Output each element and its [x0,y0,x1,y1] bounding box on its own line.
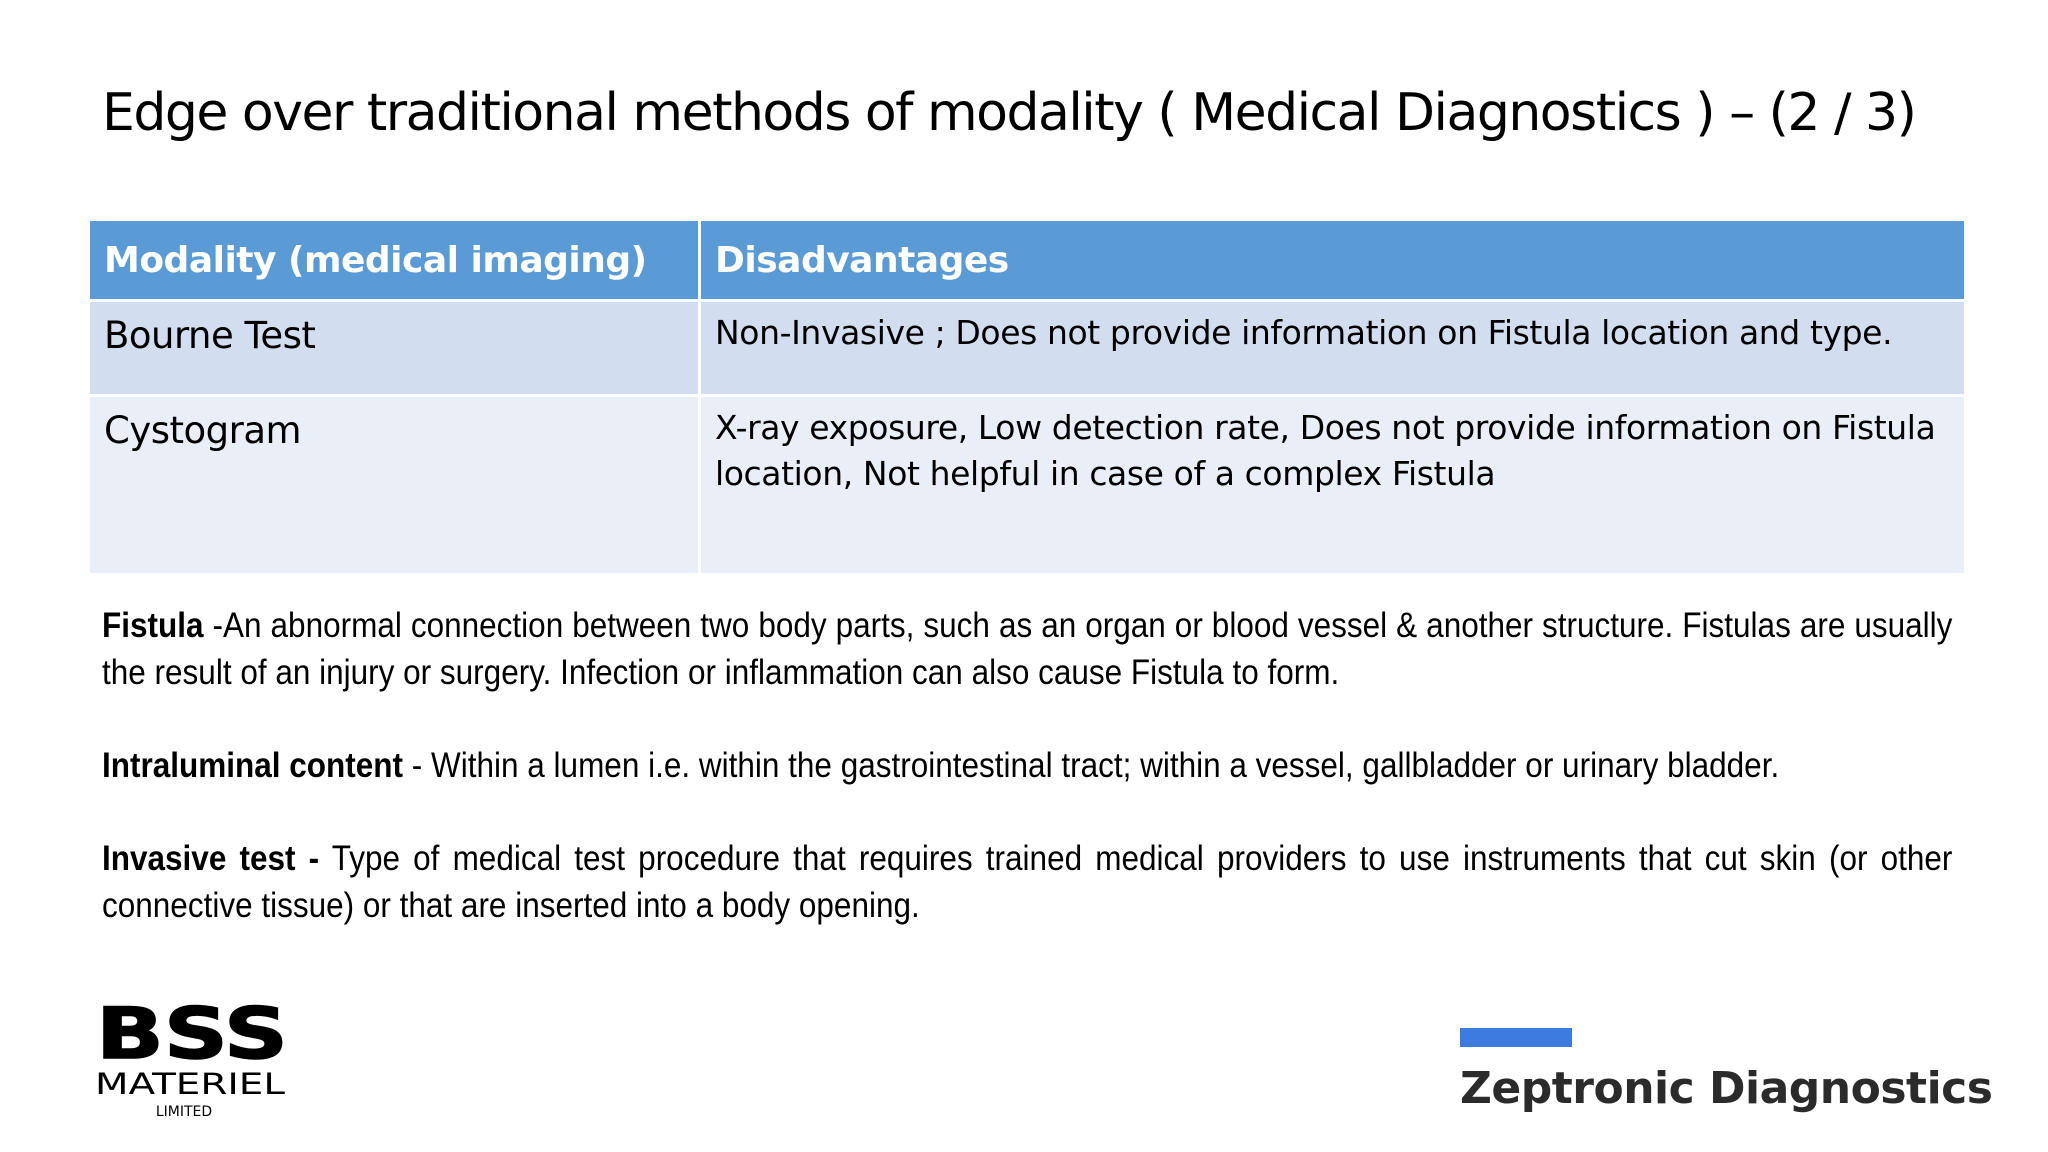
bss-logo-limited: LIMITED [155,1104,213,1120]
disadvantages-cell: X-ray exposure, Low detection rate, Does not provide information on Fistula location, Not helpful in case of a complex Fistula [700,396,1966,575]
slide-title: Edge over traditional methods of modality ( Medical Diagnostics ) – (2 / 3) [102,83,1916,143]
bss-logo-subtitle: MATERIEL [95,1067,285,1101]
definition-term: Fistula [102,606,204,645]
definition-fistula [102,602,1952,696]
disadvantages-cell: Non-Invasive ; Does not provide information on Fistula location and type. [700,301,1966,396]
definition-text: Type of medical test procedure that requires trained medical providers to use instruments that cut skin (or other connective tissue) or that are inserted into a body opening. [102,839,1953,925]
zeptronic-diagnostics-logo [1460,1025,1993,1125]
table-row [89,396,1966,575]
zeptronic-logo-wordmark: Zeptronic Diagnostics [1460,1063,1993,1114]
definitions-block [102,602,1952,975]
modality-cell: Cystogram [89,396,700,575]
bss-logo-wordmark: BSS [96,1000,288,1075]
table-row [89,301,1966,396]
definition-term: Intraluminal content [102,746,404,785]
modality-cell: Bourne Test [89,301,700,396]
modality-table [87,218,1967,576]
header-disadvantages: Disadvantages [700,220,1966,301]
definition-term: Invasive test - [102,839,320,878]
definition-invasive-test [102,835,1952,929]
logo-accent-bar [1460,1028,1572,1047]
bss-materiel-logo [92,1000,292,1120]
header-modality: Modality (medical imaging) [89,220,700,301]
definition-intraluminal [102,742,1952,789]
definition-text: -An abnormal connection between two body parts, such as an organ or blood vessel & another structure. Fistulas are usually the result of an injury or surgery. Infection or inflammation can also cause Fistula to form. [102,606,1953,692]
definition-text: - Within a lumen i.e. within the gastrointestinal tract; within a vessel, gallbladder or urinary bladder. [403,746,1780,785]
table-header-row [89,220,1966,301]
